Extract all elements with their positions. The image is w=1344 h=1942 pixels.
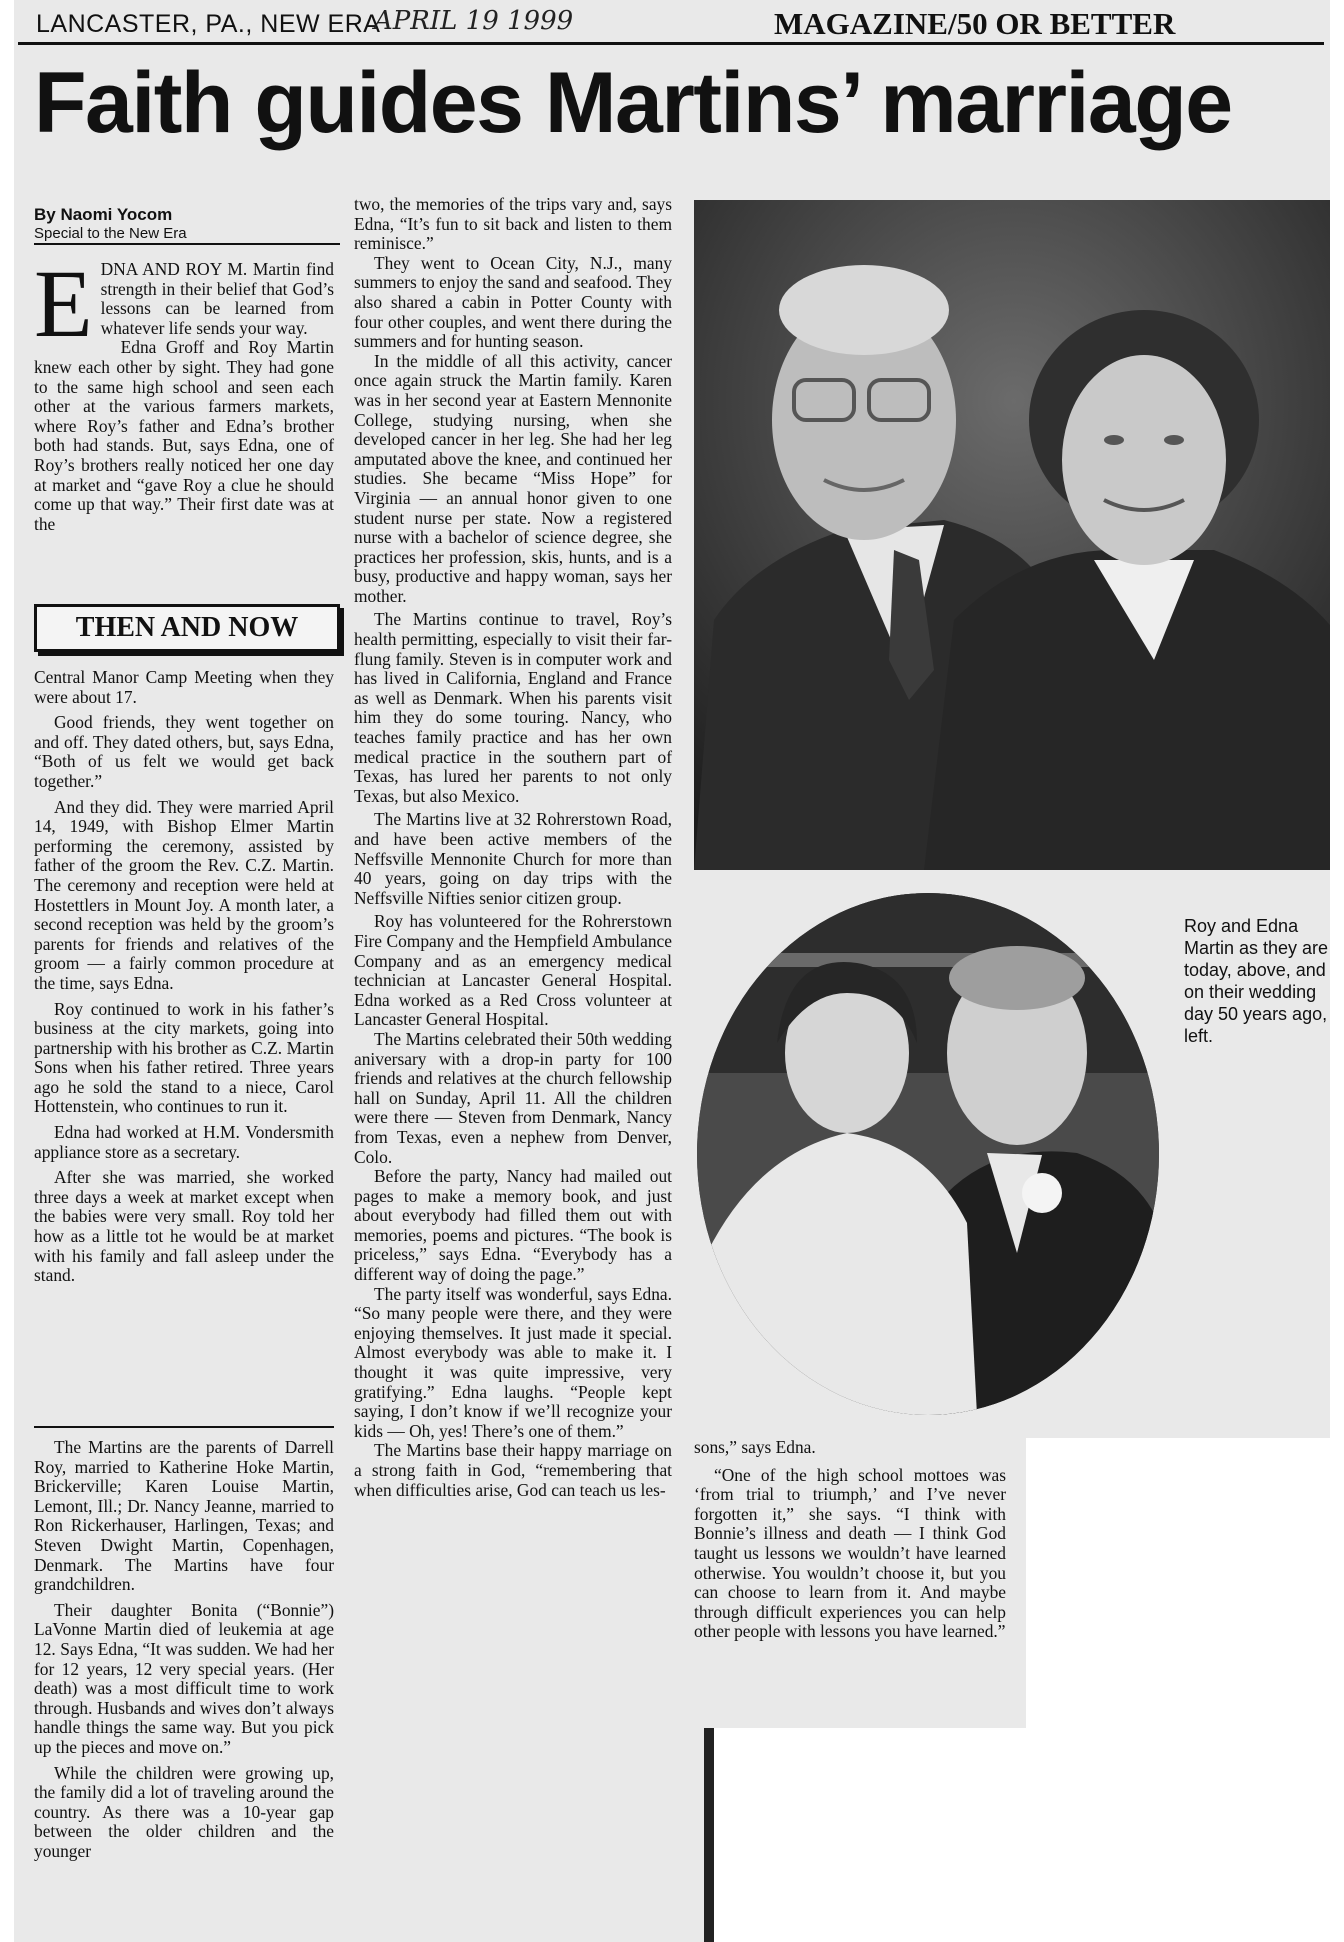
paragraph: Good friends, they went together on and off. They dated others, but, says Edna, “Both of us felt we would get back together.” (34, 712, 334, 791)
column-3 (694, 1438, 1006, 1642)
author-name: By Naomi Yocom (34, 205, 173, 224)
paragraph: Roy has volunteered for the Rohrerstown Fire Company and the Hempfield Ambulance Company and as an emergency medical technician at Lancaster General Hospital. Edna worked as a Red Cross volunteer at Lancaster General Hospital. (354, 911, 672, 1030)
column-rule (34, 1426, 334, 1428)
paragraph: After she was married, she worked three days a week at market except when the babies were very small. Roy told her how as a little tot he would be at market with his family and fall asleep under the stand. (34, 1167, 334, 1286)
drop-cap: E (34, 250, 93, 357)
photo-caption: Roy and Edna Martin as they are today, above, and on their wedding day 50 years ago, left. (1184, 916, 1329, 1046)
paragraph: Edna had worked at H.M. Vondersmith appliance store as a secretary. (34, 1122, 334, 1162)
then-and-now-box: THEN AND NOW (34, 604, 340, 652)
paragraph: Roy continued to work in his father’s business at the city markets, going into partnership with his brother as C.Z. Martin Sons when his father retired. Three years ago he sold the stand to a niece, Carol Hottenstein, who continues to run it. (34, 998, 334, 1117)
paragraph: DNA AND ROY M. Martin find strength in their belief that God’s lessons can be learned from whatever life sends your way. (100, 259, 334, 338)
paragraph: The Martins continue to travel, Roy’s health permitting, especially to visit their far-flung family. Steven is in computer work and has lived in California, England and France as well as Denmark. When his parents visit him they do some touring. Nancy, who teaches family practice and has her own medical practice in the southern part of Texas, has lured her parents to not only Texas, but also Mexico. (354, 609, 672, 806)
paragraph: two, the memories of the trips vary and, says Edna, “It’s fun to sit back and listen to them reminisce.” (354, 194, 672, 254)
clipping-edge (714, 1728, 1330, 1942)
clipping-edge (1026, 1438, 1330, 1728)
newspaper-clipping (14, 0, 1330, 1942)
column-1 (34, 668, 334, 1286)
couple-today-image (694, 200, 1330, 870)
handwritten-date: APRIL 19 1999 (374, 6, 574, 36)
page-header (14, 0, 1330, 44)
paragraph: Their daughter Bonita (“Bonnie”) LaVonne Martin died of leukemia at age 12. Says Edna, “It was sudden. We had her for 12 years, 12 very special years. (Her death) was a most difficult time to work through. Husbands and wives don’t always handle things the same way. But you pick up the pieces and move on.” (34, 1599, 334, 1757)
paragraph: The Martins live at 32 Rohrerstown Road, and have been active members of the Neffsville Mennonite Church for more than 40 years, going on day trips with the Neffsville Nifties senior citizen group. (354, 809, 672, 908)
section-title: MAGAZINE/50 OR BETTER (774, 6, 1176, 41)
paragraph: And they did. They were married April 14, 1949, with Bishop Elmer Martin performing the ceremony, assisted by father of the groom the Rev. C.Z. Martin. The ceremony and reception were held at Hostettlers in Mount Joy. A month later, a second reception was held by the groom’s parents for friends and relatives of the groom — a fairly common procedure at the time, says Edna. (34, 796, 334, 993)
clipping-shadow (704, 1728, 714, 1942)
paragraph: sons,” says Edna. (694, 1437, 816, 1457)
paragraph: Central Manor Camp Meeting when they were about 17. (34, 667, 334, 707)
column-1-bottom (34, 1438, 334, 1861)
paragraph: The Martins are the parents of Darrell Roy, married to Katherine Hoke Martin, Brickerville; Karen Louise Martin, Lemont, Ill.; Dr. Nancy Jeanne, married to Ron Rickerhauser, Harlingen, Texas; and Steven Dwight Martin, Copenhagen, Denmark. The Martins have four grandchildren. (34, 1437, 334, 1595)
paragraph: In the middle of all this activity, cancer once again struck the Martin family. Karen was in her second year at Eastern Mennonite College, studying nursing, when she developed cancer in her leg. She had her leg amputated above the knee, and continued her studies. She became “Miss Hope” for Virginia — an annual honor given to one student nurse per state. Now a registered nurse with a bachelor of science degree, she practices her profession, skis, hunts, and is a busy, productive and happy woman, says her mother. (354, 350, 672, 606)
paragraph: “One of the high school mottoes was ‘from trial to triumph,’ and I’ve never forgotten it,” she says. “I think with Bonnie’s illness and death — I think God taught us lessons we wouldn’t have learned otherwise. You wouldn’t choose it, but you can choose to learn from it. And maybe through difficult experiences you can help other people with lessons you have learned.” (694, 1464, 1006, 1642)
paragraph: The party itself was wonderful, says Edna. “So many people were there, and they were enjoying themselves. It just made it special. Almost everybody was able to make it. I thought it was quite impressive, very gratifying.” Edna laughs. “People kept saying, I don’t know if we’ll recognize your kids — Oh, yes! There’s one of them.” (354, 1283, 672, 1441)
byline-rule (34, 243, 340, 245)
header-rule (18, 42, 1324, 45)
paragraph: The Martins celebrated their 50th wedding aniversary with a drop-in party for 100 friends and relatives at the church fellowship hall on Sunday, April 11. All the children were there — Steven from Denmark, Nancy from Texas, even a nephew from Denver, Colo. (354, 1028, 672, 1167)
paragraph: They went to Ocean City, N.J., many summers to enjoy the sand and seafood. They also shared a cabin in Potter County with four other couples, and went there during the summers and for hunting season. (354, 252, 672, 352)
dateline: LANCASTER, PA., NEW ERA (36, 10, 381, 38)
paragraph: Edna Groff and Roy Martin knew each other by sight. They had gone to the same high school and seen each other at the various farmers markets, where Roy’s father and Edna’s brother both had stands. But, says Edna, one of Roy’s brothers really noticed her one day at market and “gave Roy a clue he should come up that way.” Their first date was at the (34, 337, 334, 534)
paragraph: While the children were growing up, the family did a lot of traveling around the country. As there was a 10-year gap between the older children and the younger (34, 1762, 334, 1861)
author-role: Special to the New Era (34, 225, 187, 242)
column-2 (354, 195, 672, 1500)
paragraph: Before the party, Nancy had mailed out pages to make a memory book, and just about everybody had filled them out with memories, poems and pictures. “The book is priceless,” says Edna. “Everybody has a different way of doing the page.” (354, 1166, 672, 1285)
wedding-image (697, 893, 1159, 1415)
byline (34, 205, 187, 242)
photo-wedding-day (697, 893, 1159, 1415)
column-1-top (34, 250, 334, 534)
headline: Faith guides Martins’ marriage (34, 55, 1232, 151)
photo-couple-today (694, 200, 1330, 870)
paragraph: The Martins base their happy marriage on a strong faith in God, “remembering that when difficulties arise, God can teach us les- (354, 1440, 672, 1500)
